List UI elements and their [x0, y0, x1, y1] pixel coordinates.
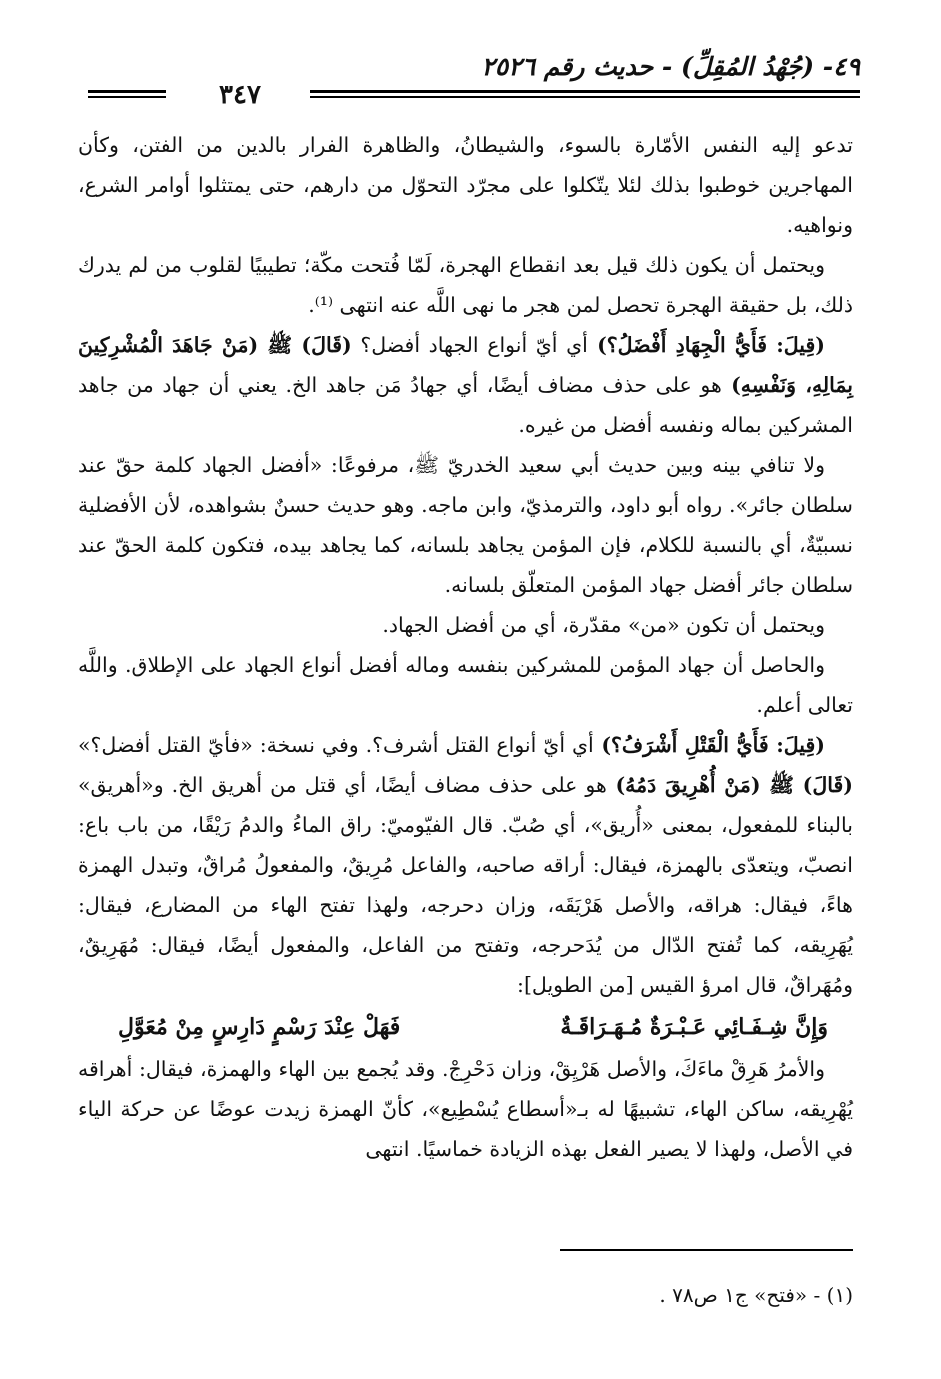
- hadith-text: (قِيلَ: فَأَيُّ الْجِهَادِ أَفْضَلُ؟): [587, 333, 825, 357]
- running-header: [80, 52, 860, 110]
- page-number: ٣٤٧: [170, 80, 310, 110]
- commentary-text: والحاصل أن جهاد المؤمن للمشركين بنفسه وماله أفضل أنواع الجهاد على الإطلاق. واللَّه تعالى أعلم.: [78, 653, 853, 717]
- commentary-text: ويحتمل أن يكون ذلك قيل بعد انقطاع الهجرة، لَمّا فُتحت مكّة؛ تطيبيًا لقلوب من لم يدرك ذلك، بل حقيقة الهجرة تحصل لمن هجر ما نهى اللَّه عنه انتهى ⁽¹⁾.: [78, 253, 853, 317]
- commentary-text: ويحتمل أن تكون «من» مقدّرة، أي من أفضل الجهاد.: [382, 613, 825, 637]
- hadith-text: (قِيلَ: فَأَيُّ الْقَتْلِ أَشْرَفُ؟): [593, 733, 825, 757]
- commentary-text: والأمرُ هَرِقْ ماءَكَ، والأصل هَرْيِقْ، وزان دَحْرِجْ. وقد يُجمع بين الهاء والهمزة، فيقال: أهراقه يُهْرِيقه، ساكن الهاء، تشبيهًا له بـ«أسطاع يُسْطِيع»، كأنّ الهمزة زيدت عوضًا عن حركة الياء في الأصل، ولهذا لا يصير الفعل بهذه الزيادة خماسيًا. انتهى: [78, 1057, 853, 1161]
- commentary-text: ولا تنافي بينه وبين حديث أبي سعيد الخدريّ ﷺ، مرفوعًا: «أفضل الجهاد كلمة حقّ عند سلطان جائر». رواه أبو داود، والترمذيّ، وابن ماجه. وهو حديث حسنٌ بشواهده، لأن الأفضلية نسبيّةٌ، أي بالنسبة للكلام، فإن المؤمن يجاهد بلسانه، كما يجاهد بيده، فتكون كلمة الحقّ عند سلطان جائر أفضل جهاد المؤمن المتعلّق بلسانه.: [78, 453, 853, 597]
- header-rule: [243, 90, 860, 93]
- poetry-verse: [78, 1005, 853, 1049]
- commentary-text: أي أيّ أنواع القتل أشرف؟. وفي نسخة: «فأيّ القتل أفضل؟»: [78, 733, 594, 757]
- paragraph: [78, 1049, 853, 1169]
- commentary-text: هو على حذف مضاف أيضًا، أي جهادُ مَن جاهد الخ. يعني أن جهاد من جاهد المشركين بماله ونفسه أفضل من غيره.: [78, 373, 853, 437]
- commentary-text: هو على حذف مضاف أيضًا، أي قتل من أهريق الخ. و«أهريق» بالبناء للمفعول، بمعنى «أُريق»، أي صُبّ. قال الفيّوميّ: راق الماءُ والدمُ رَيْقًا، من باب باع: انصبّ، ويتعدّى بالهمزة، فيقال: أراقه صاحبه، والفاعل مُرِيقٌ، والمفعولُ مُراقٌ، وتبدل الهمزة هاءً، فيقال: هراقه، والأصل هَرْيَقَه، وزان دحرجه، ولهذا تفتح الهاء من المضارع، فيقال: يُهَرِيقه، كما تُفتح الدّال من يُدَحرجه، وتفتح من الفاعل، والمفعول أيضًا، فيقال: مُهَرِيقٌ، ومُهَراقٌ، قال امرؤ القيس [من الطويل]:: [78, 773, 853, 997]
- header-rule: [243, 96, 860, 98]
- chapter-title: ٤٩- (جُهْدُ المُقِلِّ) - حديث رقم ٢٥٢٦: [481, 52, 860, 81]
- hadith-text: (قَالَ) ﷺ (مَنْ جَاهَدَ الْمُشْرِكِينَ بِمَالِهِ، وَنَفْسِهِ): [78, 333, 853, 397]
- paragraph: [78, 445, 853, 605]
- footnote-separator: [560, 1249, 853, 1251]
- commentary-text: أي أيّ أنواع الجهاد أفضل؟: [351, 333, 588, 357]
- header-rule: [88, 90, 166, 93]
- verse-hemistich: فَهَلْ عِنْدَ رَسْمٍ دَارِسٍ مِنْ مُعَوَّلِ: [118, 1014, 401, 1040]
- footnote: (١) - «فتح» ج١ ص٧٨ .: [659, 1283, 853, 1307]
- header-rule: [88, 96, 166, 98]
- paragraph: [78, 245, 853, 325]
- paragraph: [78, 125, 853, 245]
- verse-hemistich: وَإِنَّ شِـفَـائِي عَـبْـرَةٌ مُـهَـرَاقَـةٌ: [560, 1014, 828, 1040]
- main-text: [78, 125, 853, 1169]
- hadith-text: (قَالَ) ﷺ (مَنْ أُهْرِيقَ دَمُهُ): [606, 773, 853, 797]
- paragraph: [78, 645, 853, 725]
- paragraph: [78, 325, 853, 445]
- paragraph: [78, 725, 853, 1005]
- paragraph: [78, 605, 853, 645]
- commentary-text: تدعو إليه النفس الأمّارة بالسوء، والشيطانُ، والظاهرة الفرار بالدين من الفتن، وكأن المهاجرين خوطبوا بذلك لئلا يتّكلوا على مجرّد التحوّل من دارهم، حتى يمتثلوا أوامر الشرع، ونواهيه.: [78, 133, 853, 237]
